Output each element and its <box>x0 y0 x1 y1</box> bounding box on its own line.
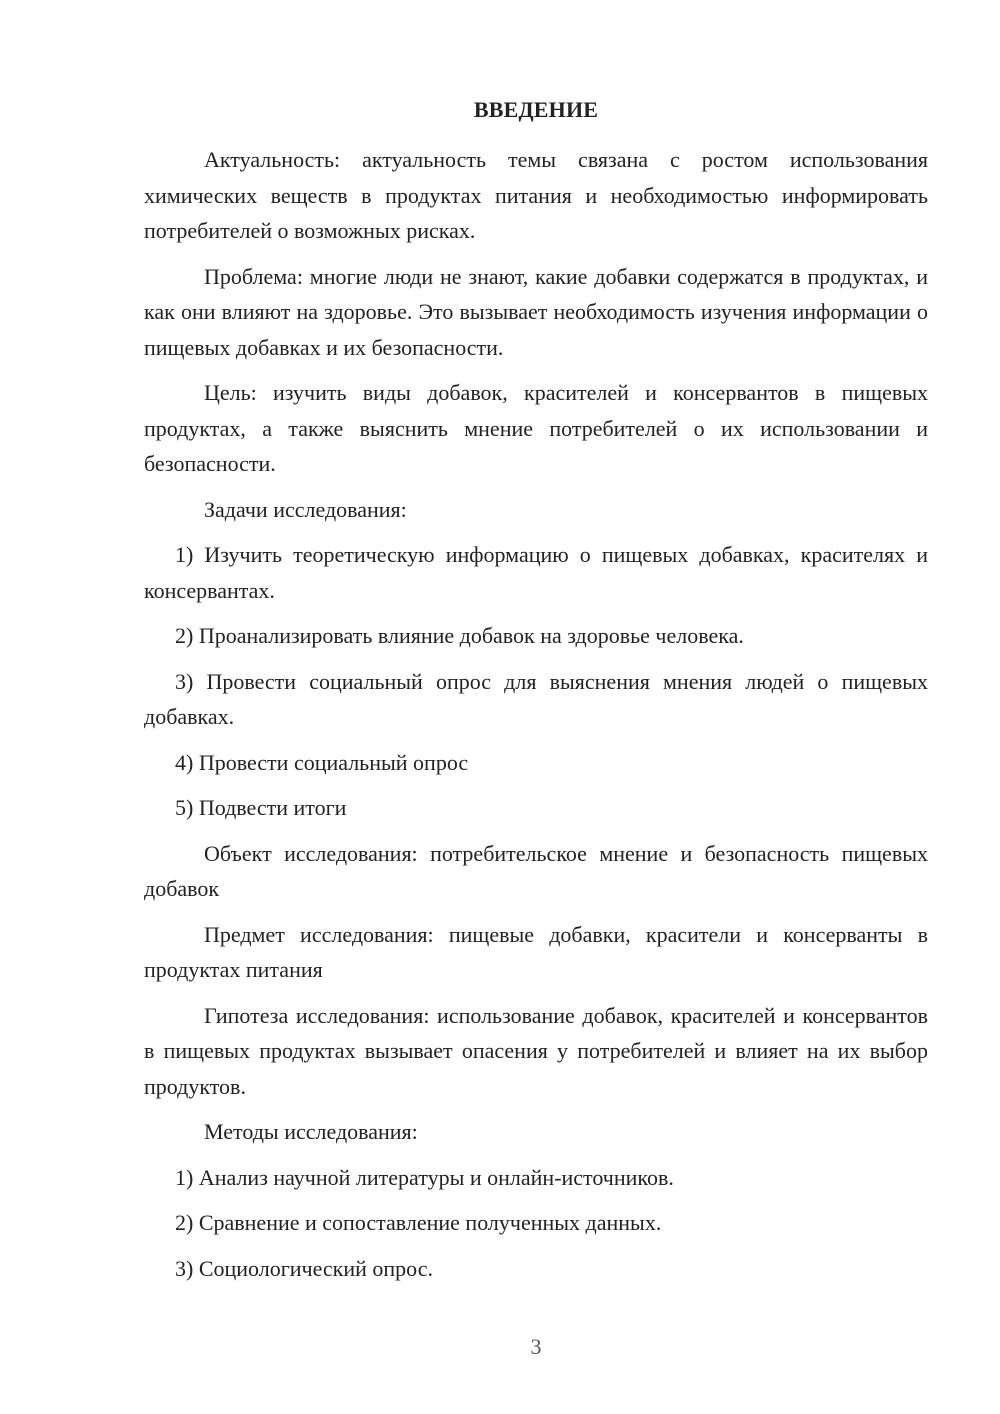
paragraph-relevance: Актуальность: актуальность темы связана с ростом использования химических веществ в продуктах питания и необходимостью информировать потребителей о возможных рисках. <box>144 147 928 243</box>
method-item-1: 1) Анализ научной литературы и онлайн-источников. <box>175 1164 674 1190</box>
section-title: ВВЕДЕНИЕ <box>473 97 599 122</box>
paragraph-problem: Проблема: многие люди не знают, какие добавки содержатся в продуктах, и как они влияют на здоровье. Это вызывает необходимость изучения информации о пищевых добавках и их безопасности. <box>144 263 928 360</box>
document-body <box>144 142 928 1296</box>
method-item-2: 2) Сравнение и сопоставление полученных данных. <box>175 1210 662 1235</box>
method-item-3: 3) Социологический опрос. <box>175 1255 433 1281</box>
task-item-3: 3) Провести социальный опрос для выяснения мнения людей о пищевых добавках. <box>144 668 928 729</box>
task-item-2: 2) Проанализировать влияние добавок на здоровье человека. <box>175 623 744 648</box>
task-item-5: 5) Подвести итоги <box>175 795 347 820</box>
paragraph-hypothesis: Гипотеза исследования: использование добавок, красителей и консервантов в пищевых продуктах вызывает опасения у потребителей и влияет на их выбор продуктов. <box>144 1002 928 1099</box>
page-number: 3 <box>530 1334 542 1359</box>
task-item-1: 1) Изучить теоретическую информацию о пищевых добавках, красителях и консервантах. <box>144 542 928 603</box>
paragraph-object: Объект исследования: потребительское мнение и безопасность пищевых добавок <box>144 840 928 901</box>
paragraph-goal: Цель: изучить виды добавок, красителей и консервантов в пищевых продуктах, а также выяснить мнение потребителей о их использовании и безопасности. <box>144 380 928 476</box>
paragraph-tasks-heading: Задачи исследования: <box>204 496 407 522</box>
paragraph-methods-heading: Методы исследования: <box>204 1119 418 1144</box>
paragraph-subject: Предмет исследования: пищевые добавки, красители и консерванты в продуктах питания <box>144 921 928 982</box>
task-item-4: 4) Провести социальный опрос <box>175 749 469 775</box>
